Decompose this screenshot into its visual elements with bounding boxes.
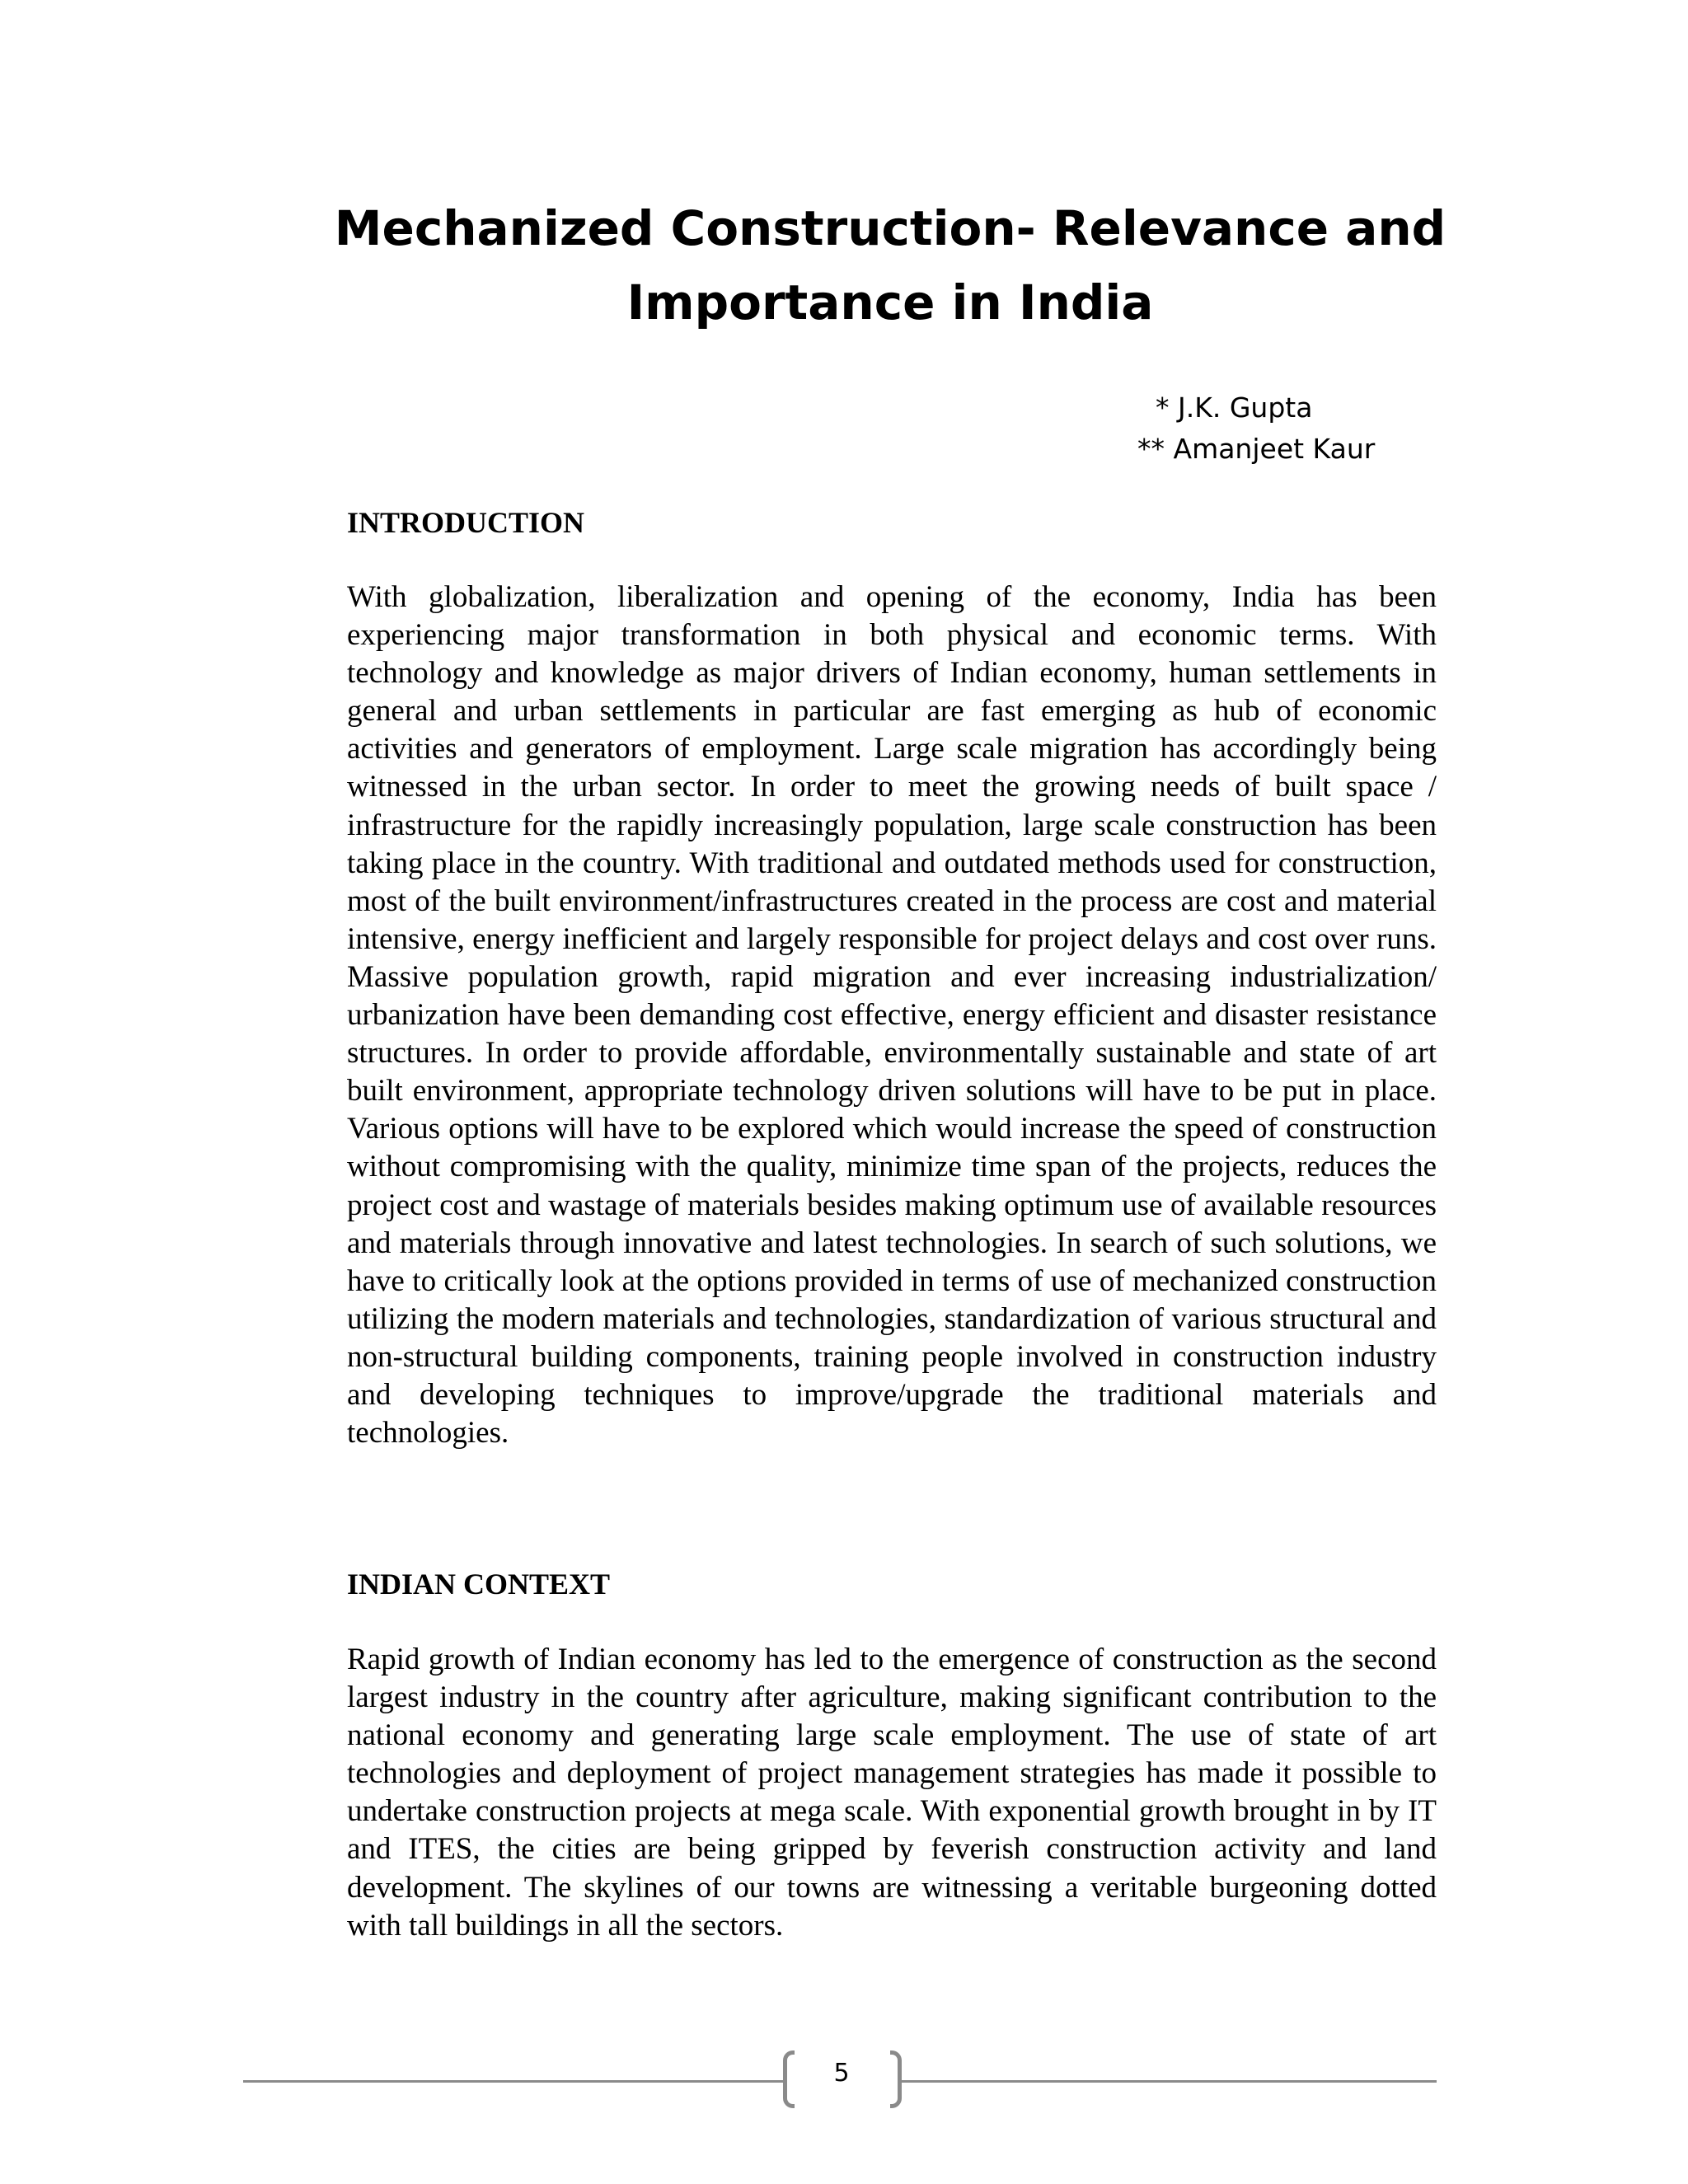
section-heading-indian-context: INDIAN CONTEXT <box>347 1568 611 1601</box>
section-heading-introduction: INTRODUCTION <box>347 506 585 539</box>
article-title-line-1: Mechanized Construction- Relevance and <box>334 200 1447 256</box>
footer-rule-left <box>243 2080 784 2083</box>
page-number-bracket-left <box>783 2050 795 2108</box>
page-number: 5 <box>833 2059 850 2088</box>
page-number-bracket-right <box>890 2050 902 2108</box>
section-body-introduction: With globalization, liberalization and opening of the economy, India has been experiencing major transformation in both physical and economic terms. With technology and knowledge as major drivers of Indian economy, human settlements in general and urban settlements in particular are fast emerging as hub of economic activities and generators of employment. Large scale migration has accordingly being witnessed in the urban sector. In order to meet the growing needs of built space / infrastructure for the rapidly increasingly population, large scale construction has been taking place in the country. With traditional and outdated methods used for construction, most of the built environment/infrastructures created in the process are cost and material intensive, energy inefficient and largely responsible for project delays and cost over runs. Massive population growth, rapid migration and ever increasing industrialization/ urbanization have been demanding cost effective, energy efficient and disaster resistance structures. In order to provide affordable, environmentally sustainable and state of art built environment, appropriate technology driven solutions will have to be put in place. Various options will have to be explored which would increase the speed of construction without compromising with the quality, minimize time span of the projects, reduces the project cost and wastage of materials besides making optimum use of available resources and materials through innovative and latest technologies. In search of such solutions, we have to critically look at the options provided in terms of use of mechanized construction utilizing the modern materials and technologies, standardization of various structural and non-structural building components, training people involved in construction industry and developing techniques to improve/upgrade the traditional materials and technologies. <box>347 580 1437 1451</box>
article-title <box>297 191 1484 340</box>
footer-rule-right <box>901 2080 1437 2083</box>
article-title-line-2: Importance in India <box>626 274 1154 330</box>
author-secondary: ** Amanjeet Kaur <box>1137 433 1376 465</box>
author-list <box>1137 387 1401 470</box>
section-body-indian-context: Rapid growth of Indian economy has led to the emergence of construction as the second largest industry in the country after agriculture, making significant contribution to the national economy and generating large scale employment. The use of state of art technologies and deployment of project management strategies has made it possible to undertake construction projects at mega scale. With exponential growth brought in by IT and ITES, the cities are being gripped by feverish construction activity and land development. The skylines of our towns are witnessing a veritable burgeoning dotted with tall buildings in all the sectors. <box>347 1643 1437 1943</box>
author-primary: * J.K. Gupta <box>1156 391 1313 424</box>
